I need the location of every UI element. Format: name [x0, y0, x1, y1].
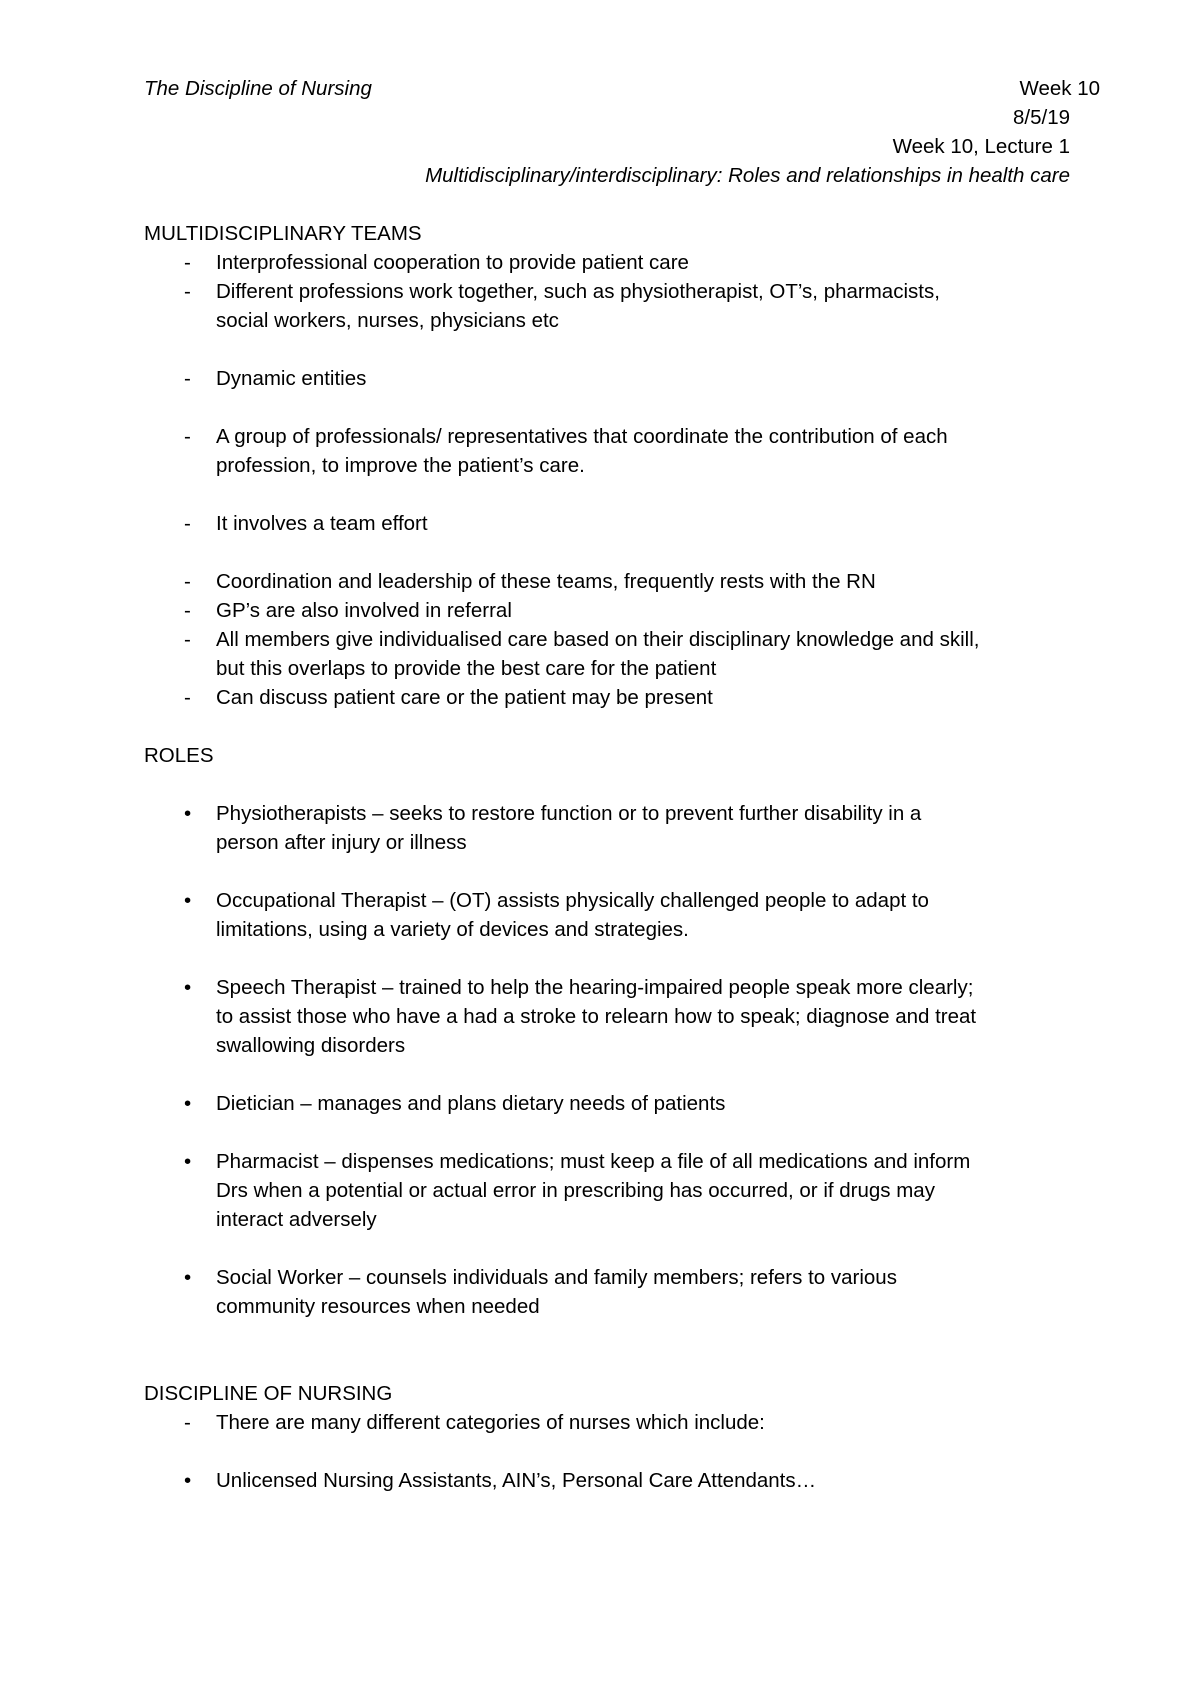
dash-marker: - — [184, 1411, 191, 1434]
section-heading-roles: ROLES — [144, 744, 214, 767]
list-item — [144, 683, 1074, 712]
list-item — [144, 973, 1074, 1060]
dash-marker: - — [184, 628, 191, 651]
bullet-marker: • — [184, 1092, 192, 1115]
list-item — [144, 567, 1074, 596]
dash-marker: - — [184, 570, 191, 593]
item-line: Dynamic entities — [216, 367, 367, 390]
item-line: Coordination and leadership of these teams, frequently rests with the RN — [216, 570, 876, 593]
lecture-subtitle: Multidisciplinary/interdisciplinary: Roles and relationships in health care — [425, 164, 1070, 187]
item-line: There are many different categories of nurses which include: — [216, 1411, 765, 1434]
course-title: The Discipline of Nursing — [144, 77, 372, 100]
list-item — [144, 277, 1074, 335]
dash-marker: - — [184, 512, 191, 535]
week-label: Week 10 — [1019, 77, 1100, 100]
bullet-marker: • — [184, 1469, 192, 1492]
list-item — [144, 1408, 1074, 1437]
item-line: Occupational Therapist – (OT) assists physically challenged people to adapt to — [216, 889, 929, 912]
item-line: profession, to improve the patient’s care. — [216, 454, 585, 477]
list-item — [144, 1466, 1074, 1495]
item-line: but this overlaps to provide the best care for the patient — [216, 657, 717, 680]
bullet-marker: • — [184, 976, 192, 999]
dash-marker: - — [184, 599, 191, 622]
item-line: Different professions work together, such as physiotherapist, OT’s, pharmacists, — [216, 280, 940, 303]
item-line: limitations, using a variety of devices and strategies. — [216, 918, 689, 941]
item-line: social workers, nurses, physicians etc — [216, 309, 559, 332]
item-line: Speech Therapist – trained to help the hearing-impaired people speak more clearly; — [216, 976, 974, 999]
item-line: Social Worker – counsels individuals and family members; refers to various — [216, 1266, 897, 1289]
lecture-label: Week 10, Lecture 1 — [892, 135, 1070, 158]
dash-marker: - — [184, 367, 191, 390]
dash-marker: - — [184, 686, 191, 709]
item-line: Physiotherapists – seeks to restore function or to prevent further disability in a — [216, 802, 922, 825]
list-item — [144, 1089, 1074, 1118]
list-item — [144, 625, 1074, 683]
bullet-marker: • — [184, 802, 192, 825]
list-item — [144, 364, 1074, 393]
list-item — [144, 596, 1074, 625]
item-line: Pharmacist – dispenses medications; must keep a file of all medications and inform — [216, 1150, 971, 1173]
dash-marker: - — [184, 425, 191, 448]
section-heading-discipline-of-nursing: DISCIPLINE OF NURSING — [144, 1382, 393, 1405]
item-line: to assist those who have a had a stroke to relearn how to speak; diagnose and treat — [216, 1005, 977, 1028]
list-item — [144, 422, 1074, 480]
item-line: A group of professionals/ representatives that coordinate the contribution of each — [216, 425, 948, 448]
section-heading-multidisciplinary-teams: MULTIDISCIPLINARY TEAMS — [144, 222, 422, 245]
item-line: GP’s are also involved in referral — [216, 599, 512, 622]
item-line: Drs when a potential or actual error in prescribing has occurred, or if drugs may — [216, 1179, 935, 1202]
list-item — [144, 799, 1074, 857]
date-label: 8/5/19 — [1013, 106, 1070, 129]
bullet-marker: • — [184, 889, 192, 912]
item-line: Unlicensed Nursing Assistants, AIN’s, Personal Care Attendants… — [216, 1469, 817, 1492]
list-item — [144, 886, 1074, 944]
list-item — [144, 1147, 1074, 1234]
item-line: community resources when needed — [216, 1295, 540, 1318]
list-item — [144, 509, 1074, 538]
item-line: It involves a team effort — [216, 512, 428, 535]
dash-marker: - — [184, 280, 191, 303]
item-line: All members give individualised care based on their disciplinary knowledge and skill, — [216, 628, 980, 651]
item-line: Interprofessional cooperation to provide patient care — [216, 251, 689, 274]
bullet-marker: • — [184, 1266, 192, 1289]
item-line: person after injury or illness — [216, 831, 467, 854]
list-item — [144, 248, 1074, 277]
item-line: interact adversely — [216, 1208, 377, 1231]
dash-marker: - — [184, 251, 191, 274]
item-line: Can discuss patient care or the patient may be present — [216, 686, 713, 709]
list-item — [144, 1263, 1074, 1321]
bullet-marker: • — [184, 1150, 192, 1173]
item-line: swallowing disorders — [216, 1034, 406, 1057]
item-line: Dietician – manages and plans dietary needs of patients — [216, 1092, 726, 1115]
